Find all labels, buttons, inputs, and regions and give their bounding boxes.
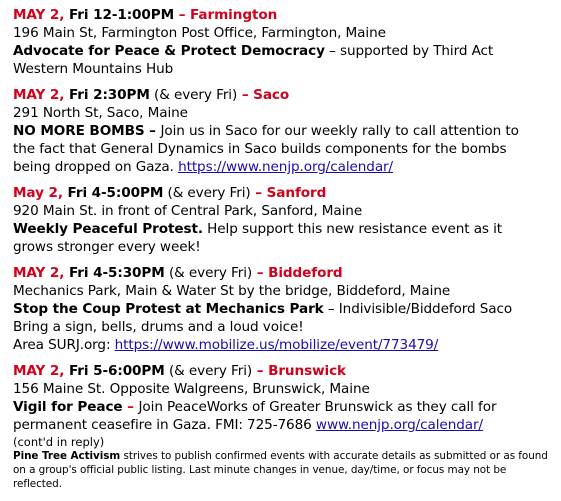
event-brunswick — [13, 362, 553, 434]
event-desc-line2: Bring a sign, bells, drums and a loud voice! — [13, 319, 304, 335]
event-recurrence: (& every Fri) — [149, 87, 238, 103]
event-desc-line2: permanent ceasefire in Gaza. FMI: 725-7686 — [13, 417, 316, 433]
event-dash: – — [252, 363, 269, 379]
event-address: Mechanics Park, Main & Water St by the bridge, Biddeford, Maine — [13, 283, 451, 299]
event-desc-line2: Western Mountains Hub — [13, 61, 174, 77]
event-recurrence: (& every Fri) — [164, 363, 253, 379]
event-saco — [13, 86, 553, 176]
event-header — [13, 362, 553, 380]
event-address: 156 Maine St. Opposite Walgreens, Brunswick, Maine — [13, 381, 370, 397]
event-title-dash: – — [122, 399, 139, 415]
event-dash: – — [174, 7, 191, 23]
event-desc-line3-wrap — [13, 158, 553, 176]
event-desc-line2: the fact that General Dynamics in Saco builds components for the bombs — [13, 141, 507, 157]
event-town: Biddeford — [268, 265, 343, 281]
event-time: Fri 12-1:00PM — [64, 7, 175, 23]
event-time: Fri 2:30PM — [64, 87, 150, 103]
event-title: NO MORE BOMBS – — [13, 123, 161, 139]
event-time: Fri 4-5:00PM — [62, 185, 164, 201]
continued-note: (cont'd in reply) — [13, 435, 105, 449]
event-desc-line1: Help support this new resistance event as it — [202, 221, 503, 237]
event-town: Saco — [253, 87, 290, 103]
event-address: 920 Main St. in front of Central Park, Sanford, Maine — [13, 203, 363, 219]
event-address: 291 North St, Saco, Maine — [13, 105, 188, 121]
event-desc-line1: – supported by Third Act — [324, 43, 494, 59]
event-time: Fri 5-6:00PM — [64, 363, 165, 379]
calendar-link[interactable]: https://www.nenjp.org/calendar/ — [178, 159, 394, 175]
event-town: Brunswick — [268, 363, 346, 379]
event-desc-line1: Join PeaceWorks of Greater Brunswick as they call for — [138, 399, 497, 415]
event-dash: – — [250, 185, 267, 201]
event-date: MAY 2, — [13, 87, 65, 103]
event-description — [13, 122, 553, 140]
event-recurrence: (& every Fri) — [164, 265, 253, 281]
event-date: May 2, — [13, 185, 63, 201]
event-header — [13, 6, 553, 24]
event-desc-line1: – Indivisible/Biddeford Saco — [323, 301, 513, 317]
event-date: MAY 2, — [13, 363, 65, 379]
event-title: Weekly Peaceful Protest. — [13, 221, 203, 237]
event-desc-line2: grows stronger every week! — [13, 239, 201, 255]
event-desc-line3-wrap — [13, 336, 553, 354]
disclaimer — [13, 449, 553, 491]
event-time: Fri 4-5:30PM — [64, 265, 165, 281]
disclaimer-text: strives to publish confirmed events with accurate details as submitted or as found on a group's official public listing. Last minute changes in venue, day/time, or focus may not be reflected. — [13, 450, 548, 490]
event-dash: – — [252, 265, 269, 281]
event-title: Advocate for Peace & Protect Democracy — [13, 43, 325, 59]
event-biddeford — [13, 264, 553, 354]
event-town: Sanford — [266, 185, 327, 201]
event-town: Farmington — [190, 7, 278, 23]
event-dash: – — [237, 87, 254, 103]
event-address: 196 Main St, Farmington Post Office, Farmington, Maine — [13, 25, 386, 41]
event-date: MAY 2, — [13, 7, 65, 23]
event-recurrence: (& every Fri) — [163, 185, 251, 201]
event-description — [13, 42, 553, 60]
event-header — [13, 86, 553, 104]
event-title: Vigil for Peace — [13, 399, 123, 415]
event-description — [13, 398, 553, 416]
mobilize-link[interactable]: https://www.mobilize.us/mobilize/event/773479/ — [114, 337, 439, 353]
calendar-link[interactable]: www.nenjp.org/calendar/ — [315, 417, 483, 433]
event-desc-line3: Area SURJ.org: — [13, 337, 115, 353]
event-farmington — [13, 6, 553, 78]
event-desc-line3: being dropped on Gaza. — [13, 159, 179, 175]
event-desc-line2-wrap — [13, 416, 553, 434]
event-description — [13, 220, 553, 238]
org-name: Pine Tree Activism — [13, 450, 121, 462]
event-date: MAY 2, — [13, 265, 65, 281]
event-header — [13, 184, 553, 202]
event-description — [13, 300, 553, 318]
event-header — [13, 264, 553, 282]
event-desc-line1: Join us in Saco for our weekly rally to call attention to — [160, 123, 519, 139]
event-sanford — [13, 184, 553, 256]
event-title: Stop the Coup Protest at Mechanics Park — [13, 301, 324, 317]
